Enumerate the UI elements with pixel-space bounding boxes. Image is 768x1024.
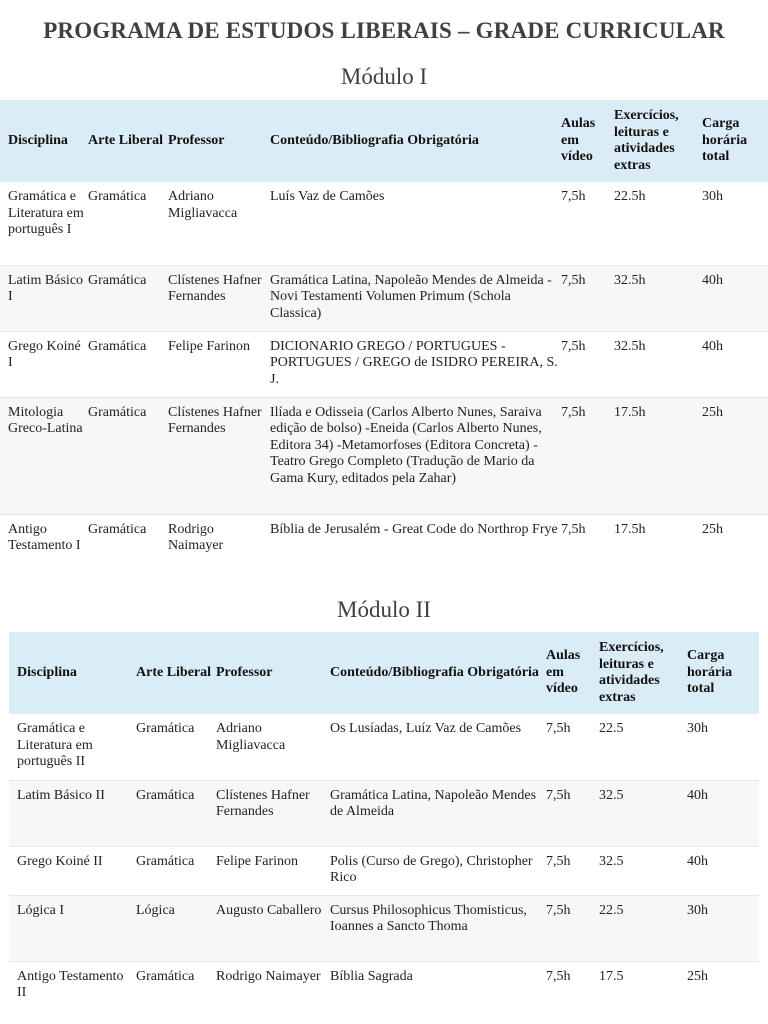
cell-professor: Adriano Migliavacca — [168, 189, 238, 221]
cell-arte-liberal: Gramática — [136, 968, 195, 984]
cell-disciplina: Latim Básico I — [8, 272, 84, 304]
cell-disciplina: Grego Koiné II — [17, 853, 103, 869]
cell-conteudo: Gramática Latina, Napoleão Mendes de Almeida — [330, 787, 537, 819]
cell-professor: Adriano Migliavacca — [216, 721, 286, 753]
cell-aulas: 7,5h — [546, 968, 571, 984]
cell-arte-liberal: Gramática — [88, 404, 147, 420]
cell-exercicios: 17.5h — [614, 521, 646, 537]
cell-disciplina: Latim Básico II — [17, 787, 105, 803]
cell-arte-liberal: Gramática — [88, 272, 147, 288]
cell-exercicios: 17.5h — [614, 404, 646, 420]
cell-aulas: 7,5h — [546, 721, 571, 736]
cell-carga: 40h — [687, 787, 708, 803]
cell-conteudo: Polis (Curso de Grego), Christopher Rico — [330, 853, 533, 885]
module-1-table — [0, 100, 768, 580]
header-aulas-em-video: Aulas em vídeo — [561, 116, 596, 165]
cell-professor: Rodrigo Naimayer — [168, 521, 224, 553]
header-disciplina: Disciplina — [8, 132, 68, 148]
header-carga-horaria: Carga horária total — [702, 116, 748, 165]
cell-carga: 25h — [702, 404, 723, 420]
cell-professor: Rodrigo Naimayer — [216, 968, 321, 984]
header-disciplina: Disciplina — [17, 664, 77, 680]
cell-arte-liberal: Lógica — [136, 902, 175, 918]
header-professor: Professor — [168, 132, 225, 148]
cell-professor: Felipe Farinon — [168, 338, 251, 354]
cell-arte-liberal: Gramática — [136, 853, 195, 869]
module-2-title: Módulo II — [337, 597, 431, 622]
table-row — [0, 397, 768, 514]
header-exercicios: Exercícios, leituras e atividades extras — [614, 108, 679, 173]
cell-aulas: 7,5h — [546, 902, 571, 918]
cell-professor: Clístenes Hafner Fernandes — [168, 272, 262, 304]
cell-carga: 30h — [687, 902, 708, 918]
cell-carga: 30h — [702, 189, 723, 204]
module-2-table — [9, 632, 759, 1011]
cell-aulas: 7,5h — [561, 272, 586, 288]
table-row — [0, 182, 768, 265]
cell-conteudo: Bíblia de Jerusalém - Great Code do Northrop Frye — [270, 521, 558, 537]
cell-professor: Clístenes Hafner Fernandes — [168, 404, 262, 436]
header-arte-liberal: Arte Liberal — [88, 132, 164, 148]
cell-conteudo: Os Lusíadas, Luíz Vaz de Camões — [330, 721, 522, 736]
header-conteudo: Conteúdo/Bibliografia Obrigatória — [270, 132, 479, 148]
table-row — [0, 265, 768, 331]
cell-aulas: 7,5h — [561, 338, 586, 354]
cell-carga: 25h — [702, 521, 723, 537]
cell-conteudo: Cursus Philosophicus Thomisticus, Ioannes a Sancto Thoma — [330, 902, 527, 934]
table-row — [9, 895, 759, 961]
cell-arte-liberal: Gramática — [88, 189, 147, 204]
header-aulas-em-video: Aulas em vídeo — [546, 648, 581, 697]
cell-exercicios: 32.5 — [599, 853, 624, 869]
header-carga-horaria: Carga horária total — [687, 648, 733, 697]
cell-exercicios: 32.5h — [614, 338, 646, 354]
cell-conteudo: Bíblia Sagrada — [330, 968, 413, 984]
cell-arte-liberal: Gramática — [88, 338, 147, 354]
table-row — [9, 846, 759, 895]
cell-arte-liberal: Gramática — [136, 787, 195, 803]
header-professor: Professor — [216, 664, 273, 680]
cell-exercicios: 17.5 — [599, 968, 624, 984]
cell-carga: 40h — [702, 272, 723, 288]
page-title: PROGRAMA DE ESTUDOS LIBERAIS – GRADE CURRICULAR — [43, 18, 725, 43]
cell-arte-liberal: Gramática — [88, 521, 147, 537]
table-header-row — [0, 100, 768, 182]
cell-disciplina: Antigo Testamento I — [8, 521, 81, 553]
table-row — [0, 331, 768, 397]
cell-carga: 40h — [702, 338, 723, 354]
cell-professor: Augusto Caballero — [216, 902, 322, 918]
table-header-row — [9, 632, 759, 714]
cell-aulas: 7,5h — [561, 404, 586, 420]
cell-disciplina: Antigo Testamento II — [17, 968, 124, 1000]
cell-professor: Felipe Farinon — [216, 853, 299, 869]
cell-exercicios: 32.5 — [599, 787, 624, 803]
cell-conteudo: DICIONARIO GREGO / PORTUGUES - PORTUGUES / GREGO de ISIDRO PEREIRA, S. J. — [270, 338, 558, 387]
table-row — [0, 514, 768, 580]
cell-exercicios: 22.5h — [614, 189, 646, 204]
table-row — [9, 780, 759, 846]
cell-disciplina: Grego Koiné I — [8, 338, 81, 370]
cell-professor: Clístenes Hafner Fernandes — [216, 787, 310, 819]
cell-exercicios: 22.5 — [599, 902, 624, 918]
cell-conteudo: Gramática Latina, Napoleão Mendes de Almeida - Novi Testamenti Volumen Primum (Schola Classica) — [270, 272, 552, 321]
cell-exercicios: 32.5h — [614, 272, 646, 288]
cell-disciplina: Gramática e Literatura em português I — [8, 189, 84, 237]
header-conteudo: Conteúdo/Bibliografia Obrigatória — [330, 664, 539, 680]
cell-aulas: 7,5h — [546, 787, 571, 803]
table-row — [9, 714, 759, 780]
cell-carga: 40h — [687, 853, 708, 869]
cell-aulas: 7,5h — [561, 189, 586, 204]
cell-conteudo: Luís Vaz de Camões — [270, 189, 385, 204]
cell-aulas: 7,5h — [546, 853, 571, 869]
table-row — [9, 961, 759, 1011]
cell-disciplina: Mitologia Greco-Latina — [8, 404, 83, 436]
cell-aulas: 7,5h — [561, 521, 586, 537]
cell-exercicios: 22.5 — [599, 721, 624, 736]
cell-conteudo: Ilíada e Odisseia (Carlos Alberto Nunes, Saraiva edição de bolso) -Eneida (Carlos Alberto Nunes, Editora 34) -Metamorfoses (Editora Concreta) - Teatro Grego Completo (Tradução de Mario da Gama Kury, editados pela Zahar) — [270, 404, 542, 486]
header-exercicios: Exercícios, leituras e atividades extras — [599, 640, 664, 705]
cell-disciplina: Gramática e Literatura em português II — [17, 721, 93, 769]
cell-arte-liberal: Gramática — [136, 721, 195, 736]
cell-carga: 30h — [687, 721, 708, 736]
header-arte-liberal: Arte Liberal — [136, 664, 212, 680]
module-1-title: Módulo I — [340, 64, 428, 89]
cell-disciplina: Lógica I — [17, 902, 65, 918]
cell-carga: 25h — [687, 968, 708, 984]
